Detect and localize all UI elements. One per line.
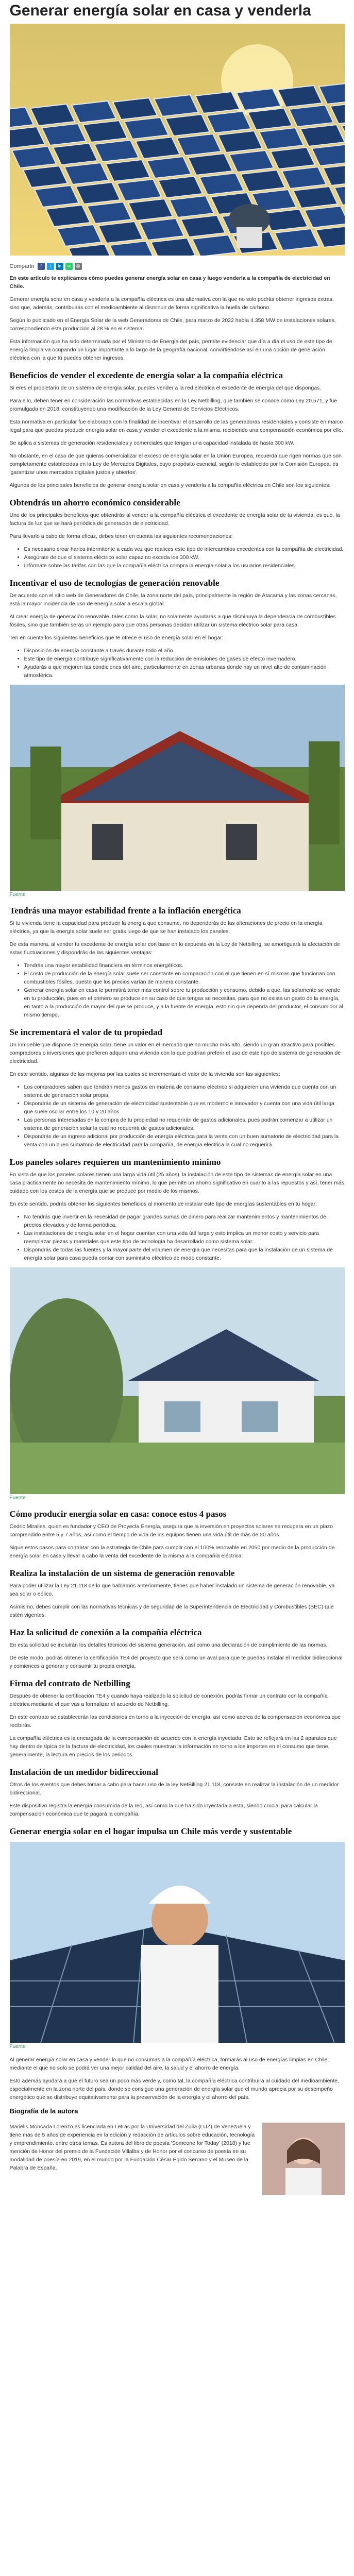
paragraph: Esta normativa en particular fue elaborada con la finalidad de incentivar el desarrollo de las generadoras residenciales y consiste en marco legal para que puedas producir energía solar en casa y vender el excedente a la misma, recibiendo una compensación económica por ello. [9, 419, 343, 433]
hero-image [10, 24, 345, 256]
page-title: Generar energía solar en casa y venderla [9, 2, 311, 19]
list-item: • Este tipo de energía contribuye significativamente con la reducción de emisiones de gases de efecto invernadero. [24, 655, 345, 663]
paragraph: Algunos de los principales beneficios de generar energía solar en casa y venderla a la compañía eléctrica en Chile son los siguientes: [9, 482, 331, 488]
list-item: • Las personas interesadas en la compra de tu propiedad no requerirán de gastos adicionales, pues podrán comenzar a utilizar un sistema de generación solar la cual no requerirá de gastos adicionales. [24, 1116, 345, 1132]
section-heading: Haz la solicitud de conexión a la compañía eléctrica [9, 1628, 202, 1637]
list-item: • Dispondrás de un sistema de generación de electricidad sustentable que es moderno e innovador y cuenta con una vida útil larga que suele oscilar entre los 10 y 20 años. [24, 1099, 345, 1116]
image-source-link[interactable]: Fuente [9, 1495, 26, 1501]
engineer-with-panels-image [10, 1842, 345, 2043]
paragraph: De acuerdo con el sitio web de Generadores de Chile, la zona norte del país, principalmente la región de Atacama y las zonas cercanas, está la mayor incidencia de uso de energía solar a escala global. [9, 592, 337, 607]
paragraph: Sigue estos pasos para contratar con la estrategia de Chile para cumplir con el 100% renovable en 2050 por medio de la producción de energía solar en casa y llevar a cabo la venta del excedente de la misma a la compañía eléctrica: [9, 1545, 335, 1559]
paragraph: Marielis Moncada Lorenzo es licenciada en Letras por la Universidad del Zulia (LUZ) de Venezuela y tiene más de 5 años de experiencia en la edición y redacción de artículos sobre educación, tecnología y emprendimiento, entre otros temas. Es autora del libro de poesía 'Someone for Today' (2018) y fue mención de Honor del premio de la Fundación Villalba y de Honor por el concurso de poesía en su modalidad de poesía en 2019, en el mundo por la Fundación César Egido Serrano y el Museo de la Palabra de España. [9, 2124, 255, 2171]
bullet-list [17, 961, 345, 1019]
intro-paragraph: Esta información que ha sido determinada por el Ministerio de Energía del país, permite evidenciar que día a día el uso de este tipo de energía limpia va ocupando un lugar importante a lo largo de la geografía nacional, convirtiéndose así en una opción de generación eléctrica con la que tú puedes obtener ingresos. [9, 338, 332, 361]
section-heading: Se incrementará el valor de tu propiedad [9, 1027, 163, 1037]
paragraph: Cedric Miralles, quien es fundador y CEO de Proyecta Energía, asegura que la inversión en proyectos solares se recupera en un plazo comprendido entre 5 y 7 años, así como el tiempo de vida de los equipos tienen una vida útil de más de 20 años. [9, 1523, 333, 1538]
image-source-link[interactable]: Fuente [9, 892, 26, 897]
list-item: • Asegúrate de que el sistema eléctrico solar capaz no exceda los 300 kW. [24, 553, 345, 562]
list-item: • Los compradores saben que tendrán menos gastos en materia de consumo eléctrico si adquieren una vivienda que cuenta con un sistema de generación solar propia. [24, 1083, 345, 1099]
paragraph: Se aplica a sistemas de generación residenciales y comerciales que tengan una capacidad instalada de hasta 300 kW. [9, 440, 295, 446]
section-maintenance [10, 1157, 345, 1262]
bullet-list [17, 647, 345, 680]
section-greener-chile [10, 1826, 345, 1837]
list-item: • Tendrás una mayor estabilidad financiera en términos energéticos. [24, 961, 345, 970]
image-source-link[interactable]: Fuente [9, 2044, 26, 2049]
section-heading: Tendrás una mayor estabilidad frente a la inflación energética [9, 906, 241, 916]
section-heading: Firma del contrato de Netbilling [9, 1679, 130, 1688]
email-icon[interactable]: @ [75, 263, 82, 270]
solar-panels-illustration [10, 24, 345, 256]
paragraph: De este modo, podrás obtener la certificación TE4 del proyecto que será como un aval para que te puedas instalar el medidor bidireccional y comiences a generar y consumir tu propia energía. [9, 1655, 343, 1669]
section-inflation [10, 906, 345, 1019]
author-heading: Biografía de la autora [9, 2107, 78, 2115]
article [10, 0, 345, 2195]
section-savings [10, 498, 345, 570]
section-heading: Instalación de un medidor bidireccional [9, 1767, 158, 1777]
section-connection [10, 1628, 345, 1670]
list-item: • Generar energía solar en casa te permitirá tener más control sobre tu producción y consumo, debido a que, las solamente se vende en tu producción, pues en el primero se produce en su caso de que tengas se necesitas, para que no exista un gasto de la energía, en tanto a la producción de mayor del que se produce, y a la fuente de energía, esto sin que dependa del productor, el consumidor al mismo tiempo. [24, 986, 345, 1019]
section-four-steps [10, 1509, 345, 1560]
section-heading: Beneficios de vender el excedente de energía solar a la compañía eléctrica [9, 370, 283, 380]
list-item: • Dispondrás de un ingreso adicional por producción de energía eléctrica para la venta con un buen sumatorio de electricidad para la venta con un buen sumatorio de electricidad para la compañía, de energía eléctrica la cual no requerirá. [24, 1132, 345, 1149]
intro [10, 274, 345, 362]
paragraph: Para ello, deben tener en consideración las normativas establecidas en la Ley Netbilling, que también se conoce como Ley 20.571, y fue promulgada en 2018, constituyendo una modificación de la Ley General de Servicios Eléctricos. [9, 398, 338, 412]
list-item: • Disposición de energía constante a través durante todo el año. [24, 647, 345, 655]
list-item: • Dispondrás de todas las fuentes y la mayor parte del volumen de energía que necesitas para que la instalación de un sistema de energía solar para casa pueda contar con suministro eléctrico de modo constante. [24, 1246, 345, 1262]
paragraph: La compañía eléctrica es la encargada de la compensación de acuerdo con la energía inyectada. Esto se reflejará en las 2 aparatos que hay dentro de típica de la factura de electricidad, los cuales muestran la información en torno a los importes en el consumo que tiene, generalmente, la lectura en precios de los periodos. [9, 1735, 337, 1758]
paragraph: Este dispositivo registra la energía consumida de la red, así como la que ha sido inyectada a esta, siendo crucial para calcular la compensación económica que te pagará la compañía. [9, 1803, 318, 1817]
whatsapp-icon[interactable]: w [65, 263, 73, 270]
section-heading: Obtendrás un ahorro económico considerable [9, 498, 180, 507]
paragraph: No obstante, en el caso de que quieras comercializar el exceso de energía solar en la Unión Europea, recuerda que rigen normas que son completamente establecidas en la Ley de Mercados Digitales, cuyo propósito esencial, según lo establecido por la Comisión Europea, es 'garantizar unos mercados digitales justos y abiertos'. [9, 453, 342, 476]
share-bar [10, 263, 345, 270]
list-item: • Ayudarás a que mejoren las condiciones del aire, particularmente en zonas urbanas donde hay un nivel alto de contaminación atmosférica. [24, 663, 345, 680]
section-contract [10, 1679, 345, 1759]
paragraph: Para llevarlo a cabo de forma eficaz, debes tener en cuenta las siguientes recomendaciones: [9, 533, 233, 539]
paragraph: En vista de que los paneles solares tienen una larga vida útil (25 años), la instalación de este tipo de sistemas de energía solar en una casa prácticamente no necesita de mantenimiento mínimo, lo que permite un ahorro significativo en cuanto a las repuestos y así, tener más cuidado con los costos de la energía que se produce por medio de los mismos. [9, 1172, 345, 1194]
paragraph: En este sentido, algunas de las mejoras por las cuales se incrementará el valor de la vivienda son las siguientes: [9, 1071, 280, 1077]
section-heading: Los paneles solares requieren un mantenimiento mínimo [9, 1157, 221, 1167]
solar-house-garden-image [10, 1267, 345, 1494]
list-item: • El costo de producción de la energía solar suele ser constante en comparación con el que tienen en sí mismas que funcionan con combustibles fósiles, puesto que los precios varían de manera constante. [24, 970, 345, 986]
paragraph: Después de obtener la certificación TE4 y cuando haya realizado la solicitud de conexión, podrás firmar un contrato con la compañía eléctrica mediante el que vas a formalizar el acuerdo de Netbilling. [9, 1693, 328, 1707]
author-bio [10, 2106, 345, 2195]
facebook-icon[interactable]: f [38, 263, 45, 270]
house-roof-solar-image [10, 685, 345, 891]
share-icons [38, 263, 82, 270]
paragraph: Ten en cuenta los siguientes beneficios que te ofrece el uso de energía solar en el hogar: [9, 635, 224, 641]
intro-paragraph: Generar energía solar en casa y venderla a la compañía eléctrica es una alternativa con la que no solo podrás obtener ingresos extras, sino que, además, contribuirás con el medioambiente al disminuir de forma significativa la huella de carbono. [9, 296, 334, 311]
intro-paragraph: En este artículo te explicamos cómo puedes generar energía solar en casa y luego venderla a la compañía de electricidad en Chile. [9, 275, 330, 290]
bullet-list [17, 1213, 345, 1262]
paragraph: En esta solicitud se incluirán los detalles técnicos del sistema generación, así como una declaración de cumplimiento de las normas. [9, 1642, 328, 1648]
list-item: • Infórmate sobre las tarifas con las que la compañía eléctrica compra la energía solar a los usuarios residenciales. [24, 562, 345, 570]
bullet-list [17, 1083, 345, 1149]
list-item: • No tendrás que invertir en la necesidad de pagar grandes sumas de dinero para realizar mantenimientos y mantenimientos de precios elevados y de forma periódica. [24, 1213, 345, 1229]
paragraph: Uno de los principales beneficios que obtendrás al vender a la compañía eléctrica el excedente de energía solar de tu vivienda, es que, la factura de luz que se hará periódica de generación de electricidad. [9, 512, 340, 527]
paragraph: Asimismo, debes cumplir con las normativas técnicas y de seguridad de la Superintendencia de Electricidad y Combustibles (SEC) que estén vigentes. [9, 1604, 334, 1618]
list-item: • Las instalaciones de energía solar en el hogar cuentan con una vida útil larga y esto implica un menor costo y servicio para reemplazar piezas y materiales que este tipo de tecnología ha desarrollado como sistema solar. [24, 1229, 345, 1246]
paragraph: Otros de los eventos que debes tomar a cabo para hacer uso de la ley NetBilling 21.118, consiste en realizar la instalación de un medidor bidireccional. [9, 1782, 339, 1796]
paragraph: En este sentido, podrás obtener los siguientes beneficios al momento de instalar este tipo de energías sustentables en tu hogar: [9, 1201, 317, 1207]
section-renewable [10, 578, 345, 680]
paragraph: De esta manera, al vender tu excedente de energía solar con base en lo expuesto en la Ley de Netbilling, se amortiguará la afectación de estas fluctuaciones y dispondrás de las siguientes ventajas: [9, 941, 340, 956]
paragraph: Un inmueble que dispone de energía solar, tiene un valor en el mercado que no mucho más alto, siendo un gran atractivo para posibles compradores o inversiones que prefieren adquirir una vivienda con la que podrían preferir el uso de este tipo de sistema de generación de electricidad. [9, 1042, 341, 1064]
bullet-list [17, 545, 345, 570]
section-heading: Generar energía solar en el hogar impulsa un Chile más verde y sustentable [9, 1826, 292, 1836]
section-heading: Realiza la instalación de un sistema de generación renovable [9, 1568, 235, 1578]
section-property-value [10, 1027, 345, 1149]
section-heading: Incentivar el uso de tecnologías de generación renovable [9, 578, 220, 588]
section-install [10, 1568, 345, 1619]
paragraph: Esto además ayudará a que el futuro sea un poco más verde y, como tal, la compañía eléctrica contribuirá al cuidado del medioambiente, especialmente en la zona norte del país, donde se consigue una generación de energía solar que el mundo aprecia por su desempeño energético que se distribuye equitativamente para la preservación de la energía y el ahorro del país. [9, 2078, 340, 2100]
paragraph: Al generar energía solar en casa y vender lo que no consumas a la compañía eléctrica, formarás al uso de energías limpias en Chile, mediante el que no solo se podrá ver una mejor calidad del aire, la salud y el ahorro de energía. [9, 2057, 329, 2071]
section-meter [10, 1767, 345, 1818]
intro-paragraph: Según lo publicado en el Energía Solar de la web Generadoras de Chile, para marzo de 2022 había 4.358 MW de instalaciones solares, correspondiendo esta producción al 28 % en el sistema. [9, 317, 336, 332]
share-label: Compartir [9, 263, 35, 269]
section-heading: Cómo producir energía solar en casa: conoce estos 4 pasos [9, 1509, 227, 1519]
paragraph: Al crear energía de generación renovable, tales como la solar, no solamente ayudarás a que disminuya la dependencia de combustibles fósiles, sino que también serás un ejemplo para que otras personas decidan utilizar un sistema eléctrico solar para casa. [9, 614, 336, 628]
list-item: • Es necesario crear harica intermitente a cada vez que realices este tipo de intercambios excedentes con la compañía de electricidad. [24, 545, 345, 553]
author-photo [262, 2123, 345, 2195]
paragraph: Si tu vivienda tiene la capacidad para producir la energía que consume, no dependerás de las alteraciones de precio en la energía eléctrica, ya que la energía solar suele ser gratis luego de que se han instalado los paneles. [9, 920, 323, 935]
paragraph: Si eres el propietario de un sistema de energía solar, puedes vender a la red eléctrica el excedente de energía del que dispongas. [9, 385, 322, 391]
section-benefits [10, 370, 345, 489]
twitter-icon[interactable]: t [47, 263, 54, 270]
linkedin-icon[interactable]: in [56, 263, 63, 270]
paragraph: En este contrato se establecerán las condiciones en torno a la inyección de energía, así como acerca de la compensación económica que recibirás. [9, 1714, 341, 1728]
paragraph: Para poder utilizar la Ley 21.118 de lo que hablamos anteriormente, tienes que haber instalado un sistema de generación renovable, ya sea solar o eólico. [9, 1583, 335, 1597]
